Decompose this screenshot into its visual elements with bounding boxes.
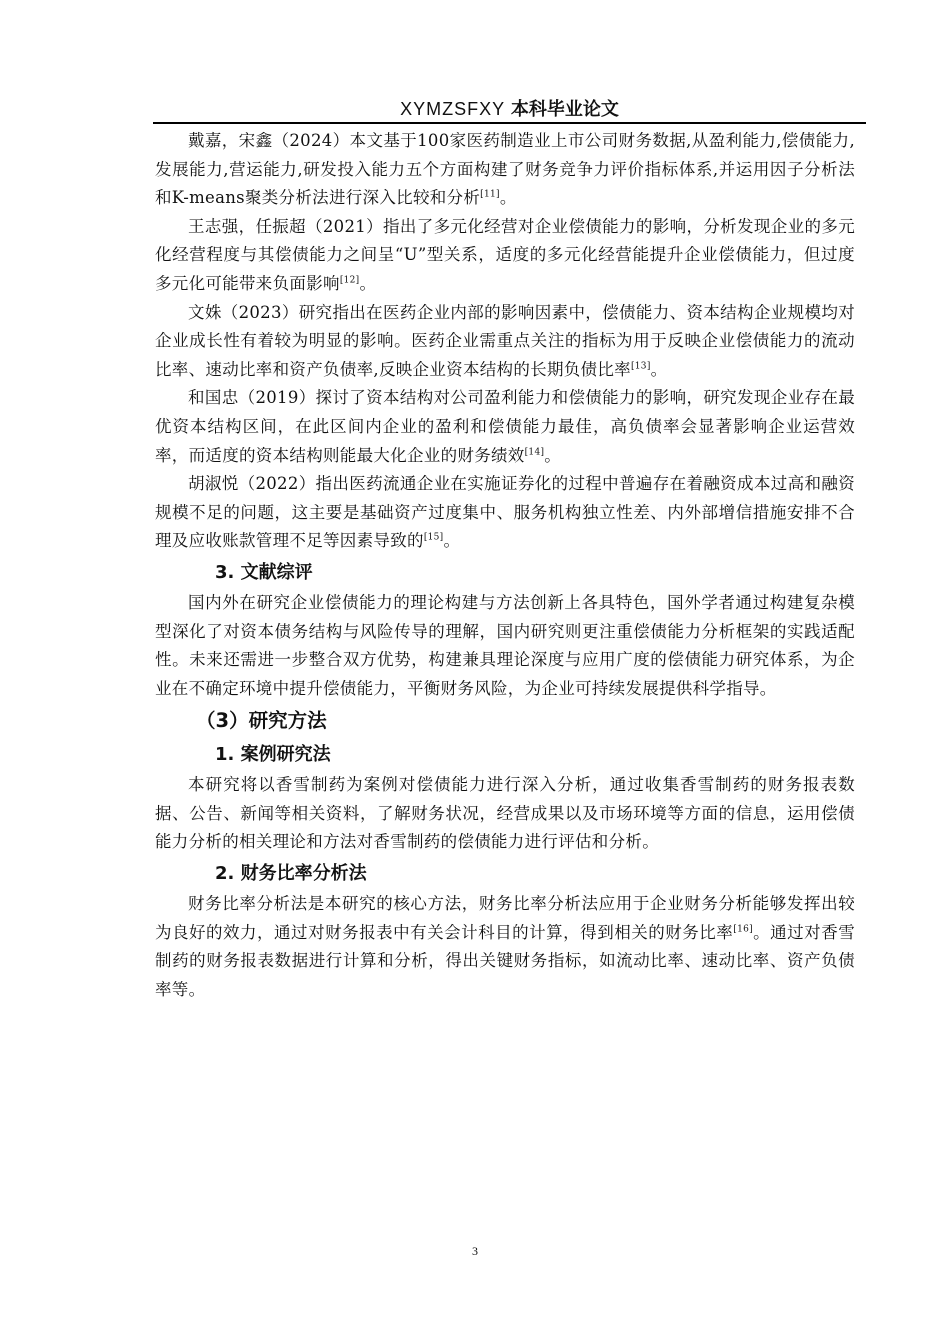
heading-literature-review: 3. 文献综评 bbox=[215, 561, 313, 583]
paragraph-case-study: 本研究将以香雪制药为案例对偿债能力进行深入分析，通过收集香雪制药的财务报表数据、公告、新闻等相关资料，了解财务状况，经营成果以及市场环境等方面的信息，运用偿债能力分析的相关理论和方法对香雪制药的偿债能力进行评估和分析。 bbox=[155, 775, 855, 852]
page-header bbox=[153, 96, 866, 123]
paragraph-ratio-analysis bbox=[155, 890, 855, 1004]
paragraph-text: 文姝（2023）研究指出在医药企业内部的影响因素中，偿债能力、资本结构企业规模均对企业成长性有着较为明显的影响。医药企业需重点关注的指标为用于反映企业偿债能力的流动比率、速动比率和资产负债率,反映企业资本结构的长期负债比率 bbox=[155, 302, 855, 379]
paragraph-end: 。 bbox=[443, 531, 461, 551]
paragraph-end: 。 bbox=[544, 445, 562, 465]
paragraph-dai-jia bbox=[155, 127, 855, 213]
paragraph-text: 财务比率分析法是本研究的核心方法，财务比率分析法应用于企业财务分析能够发挥出较为良好的效力，通过对财务报表中有关会计科目的计算，得到相关的财务比率 bbox=[155, 894, 855, 942]
citation-12: [12] bbox=[339, 275, 360, 286]
citation-14: [14] bbox=[524, 447, 545, 458]
paragraph-hu-shuyue bbox=[155, 470, 855, 556]
paragraph-wen-shu bbox=[155, 299, 855, 385]
paragraph-text: 王志强，任振超（2021）指出了多元化经营对企业偿债能力的影响，分析发现企业的多元化经营程度与其偿债能力之间呈“U”型关系，适度的多元化经营能提升企业偿债能力，但过度多元化可能带来负面影响 bbox=[155, 216, 855, 293]
heading-case-study: 1. 案例研究法 bbox=[215, 744, 331, 766]
paragraph-end: 。 bbox=[499, 188, 517, 208]
citation-13: [13] bbox=[630, 361, 651, 372]
page-number: 3 bbox=[472, 1244, 478, 1258]
paragraph-he-guozhong bbox=[155, 384, 855, 470]
heading-research-methods: （3）研究方法 bbox=[196, 709, 327, 733]
paragraph-text: 胡淑悦（2022）指出医药流通企业在实施证券化的过程中普遍存在着融资成本过高和融资规模不足的问题，这主要是基础资产过度集中、服务机构独立性差、内外部增信措施安排不合理及应收账款管理不足等因素导致的 bbox=[155, 474, 855, 551]
paragraph-wang-zhiqiang bbox=[155, 213, 855, 299]
paragraph-end: 。通过对香雪制药的财务报表数据进行计算和分析，得出关键财务指标，如流动比率、速动比率、资产负债率等。 bbox=[155, 922, 855, 999]
paragraph-text: 和国忠（2019）探讨了资本结构对公司盈利能力和偿债能力的影响，研究发现企业存在最优资本结构区间，在此区间内企业的盈利和偿债能力最佳，高负债率会显著影响企业运营效率，而适度的资本结构则能最大化企业的财务绩效 bbox=[155, 388, 855, 465]
paragraph-end: 。 bbox=[359, 273, 377, 293]
header-title-text: 本科毕业论文 bbox=[510, 99, 619, 120]
heading-ratio-analysis: 2. 财务比率分析法 bbox=[215, 863, 367, 885]
header-latin-text: XYMZSFXY bbox=[400, 99, 506, 119]
citation-16: [16] bbox=[733, 924, 753, 935]
paragraph-literature-summary: 国内外在研究企业偿债能力的理论构建与方法创新上各具特色，国外学者通过构建复杂模型深化了对资本债务结构与风险传导的理解，国内研究则更注重偿债能力分析框架的实践适配性。未来还需进一步整合双方优势，构建兼具理论深度与应用广度的偿债能力研究体系，为企业在不确定环境中提升偿债能力，平衡财务风险，为企业可持续发展提供科学指导。 bbox=[155, 592, 855, 698]
citation-11: [11] bbox=[480, 189, 500, 200]
citation-15: [15] bbox=[423, 532, 444, 543]
header-rule bbox=[153, 122, 866, 124]
paragraph-end: 。 bbox=[650, 359, 668, 379]
paragraph-text: 戴嘉，宋鑫（2024）本文基于100家医药制造业上市公司财务数据,从盈利能力,偿债能力,发展能力,营运能力,研发投入能力五个方面构建了财务竞争力评价指标体系,并运用因子分析法和K-means聚类分析法进行深入比较和分析 bbox=[155, 131, 855, 208]
document-body bbox=[155, 127, 855, 1004]
